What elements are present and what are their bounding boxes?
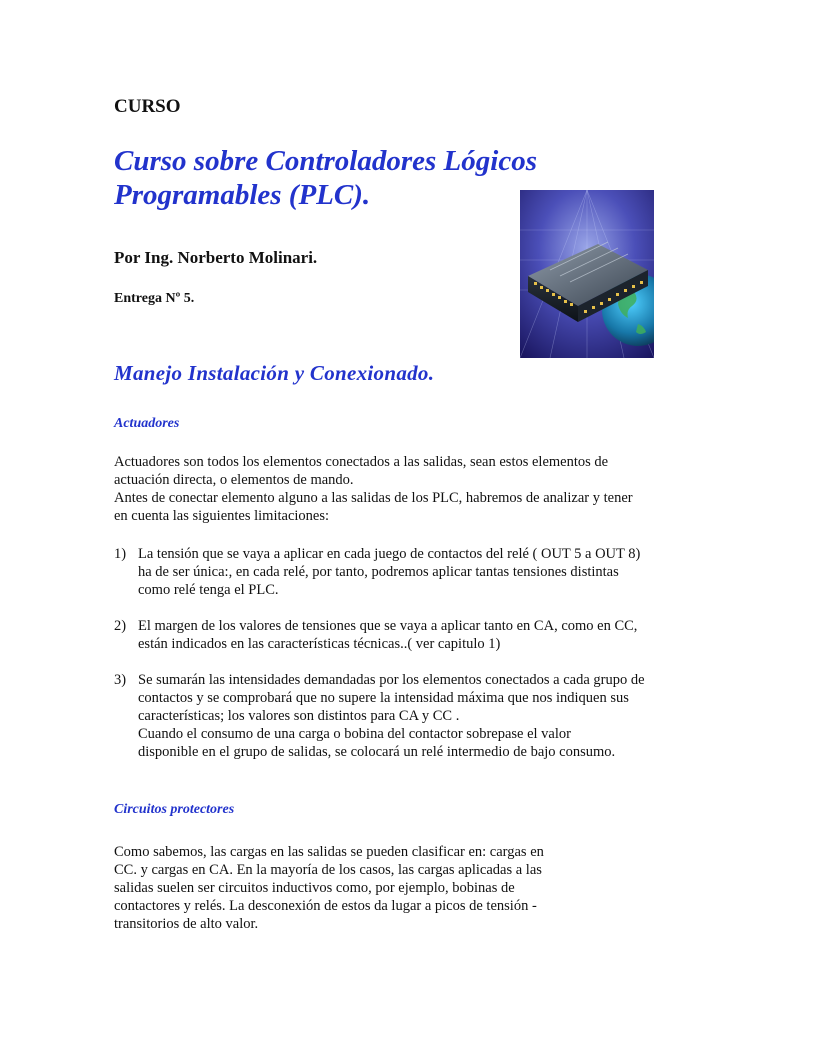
plc-device-image [520,190,654,358]
paragraph-line: Antes de conectar elemento alguno a las salidas de los PLC, habremos de analizar y tener [114,490,633,506]
list-item-line: características; los valores son distintos para CA y CC . [138,708,460,724]
installment-number: Entrega Nº 5. [114,291,195,306]
list-item [114,545,714,599]
paragraph-line: en cuenta las siguientes limitaciones: [114,508,330,524]
plc-device-icon [520,190,654,358]
title-line-2: Programables (PLC). [114,179,371,211]
list-item-line: como relé tenga el PLC. [138,582,279,598]
list-item [114,617,714,653]
list-item-line: Cuando el consumo de una carga o bobina del contactor sobrepase el valor [138,726,571,742]
heading-circuitos-protectores: Circuitos protectores [114,802,235,817]
paragraph-line: contactores y relés. La desconexión de estos da lugar a picos de tensión - [114,898,537,914]
list-item-line: contactos y se comprobará que no supere la intensidad máxima que nos indiquen sus [138,690,629,706]
heading-actuadores: Actuadores [114,416,180,431]
list-item-number: 2) [114,618,127,634]
paragraph-line: actuación directa, o elementos de mando. [114,472,354,488]
list-item-line: ha de ser única:, en cada relé, por tanto, podremos aplicar tantas tensiones distintas [138,564,619,580]
list-item-number: 1) [114,546,127,562]
title-line-1: Curso sobre Controladores Lógicos [114,145,537,177]
author-line: Por Ing. Norberto Molinari. [114,248,318,267]
circuitos-paragraph [114,843,594,933]
paragraph-line: Como sabemos, las cargas en las salidas se pueden clasificar en: cargas en [114,844,544,860]
list-item-line: Se sumarán las intensidades demandadas por los elementos conectados a cada grupo de [138,672,645,688]
section-title: Manejo Instalación y Conexionado. [114,361,435,385]
paragraph-line: CC. y cargas en CA. En la mayoría de los casos, las cargas aplicadas a las [114,862,542,878]
document-title [114,144,574,212]
paragraph-line: Actuadores son todos los elementos conectados a las salidas, sean estos elementos de [114,454,609,470]
paragraph-line: salidas suelen ser circuitos inductivos como, por ejemplo, bobinas de [114,880,515,896]
list-item [114,671,714,761]
list-item-number: 3) [114,672,127,688]
list-item-line: están indicados en las características técnicas..( ver capitulo 1) [138,636,501,652]
limitations-list [114,545,714,779]
list-item-line: El margen de los valores de tensiones que se vaya a aplicar tanto en CA, como en CC, [138,618,638,634]
paragraph-line: transitorios de alto valor. [114,916,259,932]
course-label: CURSO [114,96,181,117]
list-item-line: La tensión que se vaya a aplicar en cada juego de contactos del relé ( OUT 5 a OUT 8) [138,546,641,562]
list-item-line: disponible en el grupo de salidas, se colocará un relé intermedio de bajo consumo. [138,744,616,760]
actuadores-paragraph [114,453,704,525]
